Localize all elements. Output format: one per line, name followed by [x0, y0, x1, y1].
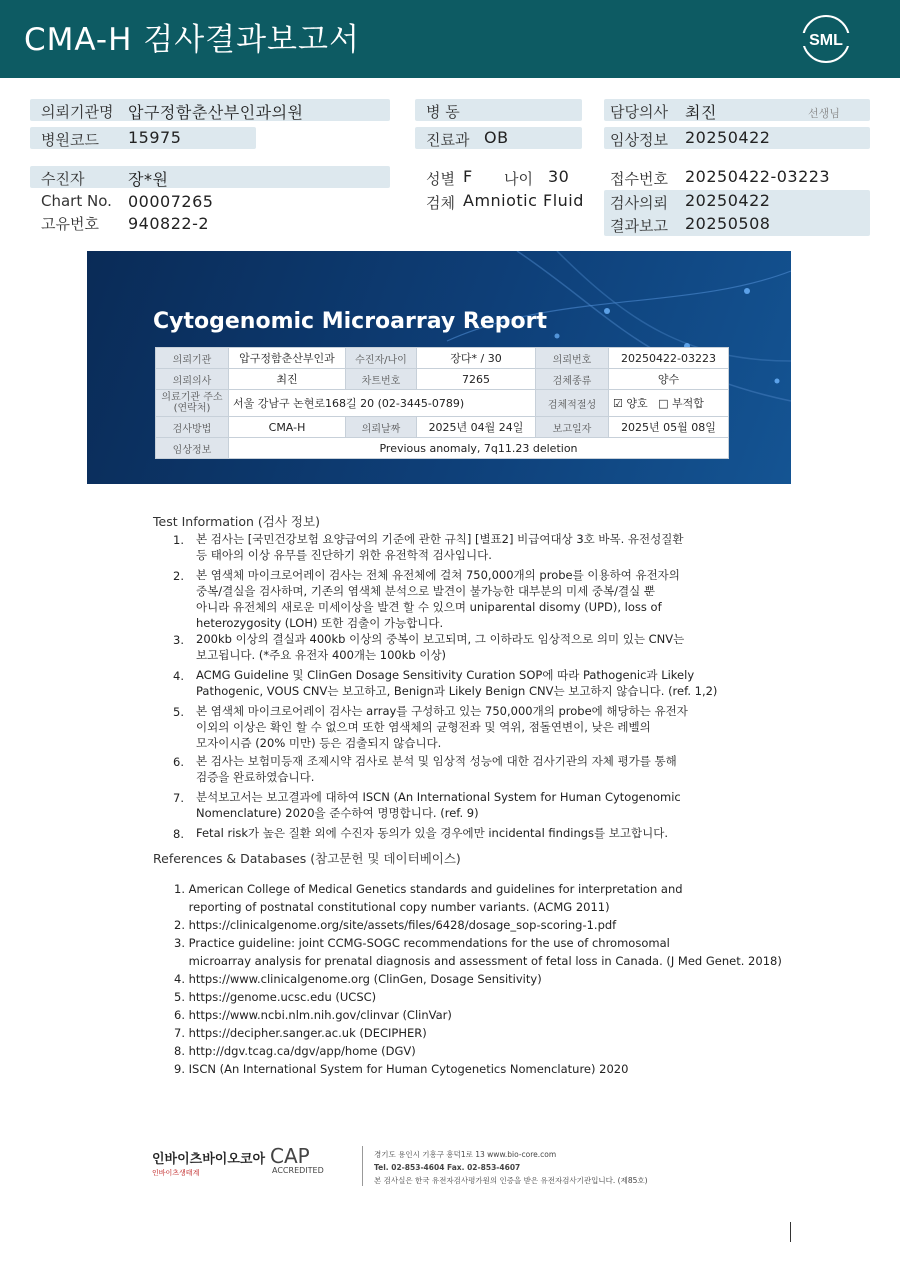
- item-number: 4.: [173, 669, 184, 683]
- item-number: 8.: [173, 827, 184, 841]
- age-label: 나이: [504, 170, 533, 188]
- reference-item: 8. http://dgv.tcag.ca/dgv/app/home (DGV): [174, 1044, 416, 1058]
- chart-label: Chart No.: [41, 192, 112, 210]
- doctor-label: 담당의사: [610, 103, 668, 121]
- report-banner: [87, 251, 791, 484]
- table-cell: 2025년 05월 08일: [609, 417, 729, 438]
- table-cell: 검체적절성: [536, 390, 609, 417]
- reference-item: 2. https://clinicalgenome.org/site/assets/files/6428/dosage_sop-scoring-1.pdf: [174, 918, 617, 932]
- item-number: 7.: [173, 791, 184, 805]
- footer-divider: [362, 1146, 363, 1186]
- doctor-suffix: 선생님: [808, 107, 840, 120]
- footer-address: [374, 1148, 648, 1187]
- reference-item: 7. https://decipher.sanger.ac.uk (DECIPHER): [174, 1026, 427, 1040]
- table-cell: 2025년 04월 24일: [417, 417, 536, 438]
- sex-label: 성별: [426, 170, 455, 188]
- clinical-label: 임상정보: [610, 131, 668, 149]
- result-value: 20250508: [685, 214, 771, 233]
- patient-label: 수진자: [41, 170, 85, 188]
- company-sub: 인바이츠생태계: [152, 1169, 200, 1177]
- item-number: 1.: [173, 533, 184, 547]
- result-label: 결과보고: [610, 217, 668, 235]
- age-value: 30: [548, 167, 570, 186]
- reference-item: 9. ISCN (An International System for Human Cytogenetics Nomenclature) 2020: [174, 1062, 629, 1076]
- hospital-label: 의뢰기관명: [41, 103, 114, 121]
- request-label: 검사의뢰: [610, 194, 668, 212]
- cert-line: 본 검사실은 한국 유전자검사평가원의 인증을 받은 유전자검사기관입니다. (제85호): [374, 1176, 648, 1185]
- table-cell: 압구정함춘산부인과: [229, 348, 346, 369]
- table-cell: 서울 강남구 논현로168길 20 (02-3445-0789): [229, 390, 536, 417]
- receipt-value: 20250422-03223: [685, 167, 831, 186]
- address-line: 경기도 용인시 기흥구 흥덕1로 13 www.bio-core.com: [374, 1150, 557, 1159]
- ward-label: 병 동: [426, 103, 460, 121]
- reference-item: 3. Practice guideline: joint CCMG-SOGC recommendations for the use of chromosomal microarray analysis for prenatal diagnosis and assessment of fetal loss in Canada. (J Med Genet. 2018): [174, 936, 782, 968]
- table-cell: 장다* / 30: [417, 348, 536, 369]
- table-cell: 의뢰기관: [156, 348, 229, 369]
- phone-line: Tel. 02-853-4604 Fax. 02-853-4607: [374, 1163, 521, 1172]
- footer: [152, 1144, 672, 1192]
- id-value: 940822-2: [128, 214, 210, 233]
- test-info-item: 본 검사는 보험미등재 조제시약 검사로 분석 및 임상적 성능에 대한 검사기관의 자체 평가를 통해 검증을 완료하였습니다.: [196, 754, 677, 784]
- table-cell: 20250422-03223: [609, 348, 729, 369]
- test-info-item: 분석보고서는 보고결과에 대하여 ISCN (An International System for Human Cytogenomic Nomenclature) 2020을 준수하여 명명합니다. (ref. 9): [196, 790, 681, 820]
- page-title: CMA-H 검사결과보고서: [24, 22, 360, 58]
- test-info-item: 본 염색체 마이크로어레이 검사는 array를 구성하고 있는 750,000개의 probe에 해당하는 유전자 이외의 이상은 확인 할 수 없으며 또한 염색체의 균형전좌 및 역위, 점돌연변이, 낮은 레벨의 모자이시즘 (20% 미만) 등은 검출되지 않습니다.: [196, 704, 688, 750]
- test-info-item: Fetal risk가 높은 질환 외에 수진자 동의가 있을 경우에만 incidental findings를 보고합니다.: [196, 826, 668, 840]
- specimen-label: 검체: [426, 194, 455, 212]
- table-cell: 검사방법: [156, 417, 229, 438]
- reference-item: 1. American College of Medical Genetics standards and guidelines for interpretation and reporting of postnatal constitutional copy number variants. (ACMG 2011): [174, 882, 683, 914]
- patient-value: 장*원: [128, 170, 169, 189]
- table-cell: 의뢰번호: [536, 348, 609, 369]
- cap-accredited: ACCREDITED: [272, 1166, 324, 1175]
- item-number: 5.: [173, 705, 184, 719]
- table-cell: 보고일자: [536, 417, 609, 438]
- reference-item: 6. https://www.ncbi.nlm.nih.gov/clinvar (ClinVar): [174, 1008, 452, 1022]
- specimen-value: Amniotic Fluid: [463, 191, 584, 210]
- table-cell: 임상정보: [156, 438, 229, 459]
- report-table: [155, 347, 729, 459]
- test-info-item: ACMG Guideline 및 ClinGen Dosage Sensitivity Curation SOP에 따라 Pathogenic과 Likely Pathogenic, VOUS CNV는 보고하고, Benign과 Likely Benign CNV는 보고하지 않습니다. (ref. 1,2): [196, 668, 718, 698]
- table-cell: Previous anomaly, 7q11.23 deletion: [229, 438, 729, 459]
- item-number: 3.: [173, 633, 184, 647]
- company-logo: 인바이츠바이오코아: [152, 1152, 266, 1167]
- table-cell: 의료기관 주소 (연락처): [156, 390, 229, 417]
- dept-label: 진료과: [426, 131, 470, 149]
- reference-item: 4. https://www.clinicalgenome.org (ClinGen, Dosage Sensitivity): [174, 972, 542, 986]
- hospcode-label: 병원코드: [41, 131, 99, 149]
- table-cell: 차트번호: [346, 369, 417, 390]
- adequacy-checkbox: ☑ 양호 □ 부적합: [609, 390, 729, 417]
- reference-item: 5. https://genome.ucsc.edu (UCSC): [174, 990, 377, 1004]
- test-info-item: 본 염색체 마이크로어레이 검사는 전체 유전체에 걸쳐 750,000개의 probe를 이용하여 유전자의 중복/결실을 검사하며, 기존의 염색체 분석으로 발견이 불가능한 대부분의 미세 중복/결실 뿐 아니라 유전체의 새로운 미세이상을 발견 할 수 있으며 uniparental disomy (UPD), loss of heterozygosity (LOH) 또한 검출이 가능합니다.: [196, 568, 680, 630]
- dept-value: OB: [484, 128, 509, 147]
- references-title: References & Databases (참고문헌 및 데이터베이스): [153, 851, 461, 866]
- table-cell: CMA-H: [229, 417, 346, 438]
- sml-logo: [800, 13, 852, 65]
- table-cell: 검체종류: [536, 369, 609, 390]
- item-number: 6.: [173, 755, 184, 769]
- hospcode-value: 15975: [128, 128, 182, 147]
- doctor-value: 최진: [685, 103, 717, 122]
- chart-value: 00007265: [128, 192, 214, 211]
- table-cell: 수진자/나이: [346, 348, 417, 369]
- test-info-title: Test Information (검사 정보): [153, 514, 320, 529]
- cap-logo: CAP: [270, 1144, 310, 1168]
- page-marker: [790, 1222, 791, 1242]
- test-info-item: 200kb 이상의 결실과 400kb 이상의 중복이 보고되며, 그 이하라도 임상적으로 의미 있는 CNV는 보고됩니다. (*주요 유전자 400개는 100kb 이상): [196, 632, 685, 662]
- table-cell: 의뢰날짜: [346, 417, 417, 438]
- clinical-value: 20250422: [685, 128, 771, 147]
- item-number: 2.: [173, 569, 184, 583]
- table-cell: 7265: [417, 369, 536, 390]
- table-cell: 의뢰의사: [156, 369, 229, 390]
- id-label: 고유번호: [41, 215, 99, 233]
- request-value: 20250422: [685, 191, 771, 210]
- table-cell: 양수: [609, 369, 729, 390]
- logo-text: SML: [809, 32, 843, 49]
- hospital-value: 압구정함춘산부인과의원: [128, 103, 304, 122]
- table-cell: 최진: [229, 369, 346, 390]
- test-info-item: 본 검사는 [국민건강보험 요양급여의 기준에 관한 규칙] [별표2] 비급여대상 3호 바목. 유전성질환 등 태아의 이상 유무를 진단하기 위한 유전학적 검사입니다.: [196, 532, 684, 562]
- report-title: Cytogenomic Microarray Report: [153, 309, 547, 334]
- sex-value: F: [463, 167, 473, 186]
- receipt-label: 접수번호: [610, 170, 668, 188]
